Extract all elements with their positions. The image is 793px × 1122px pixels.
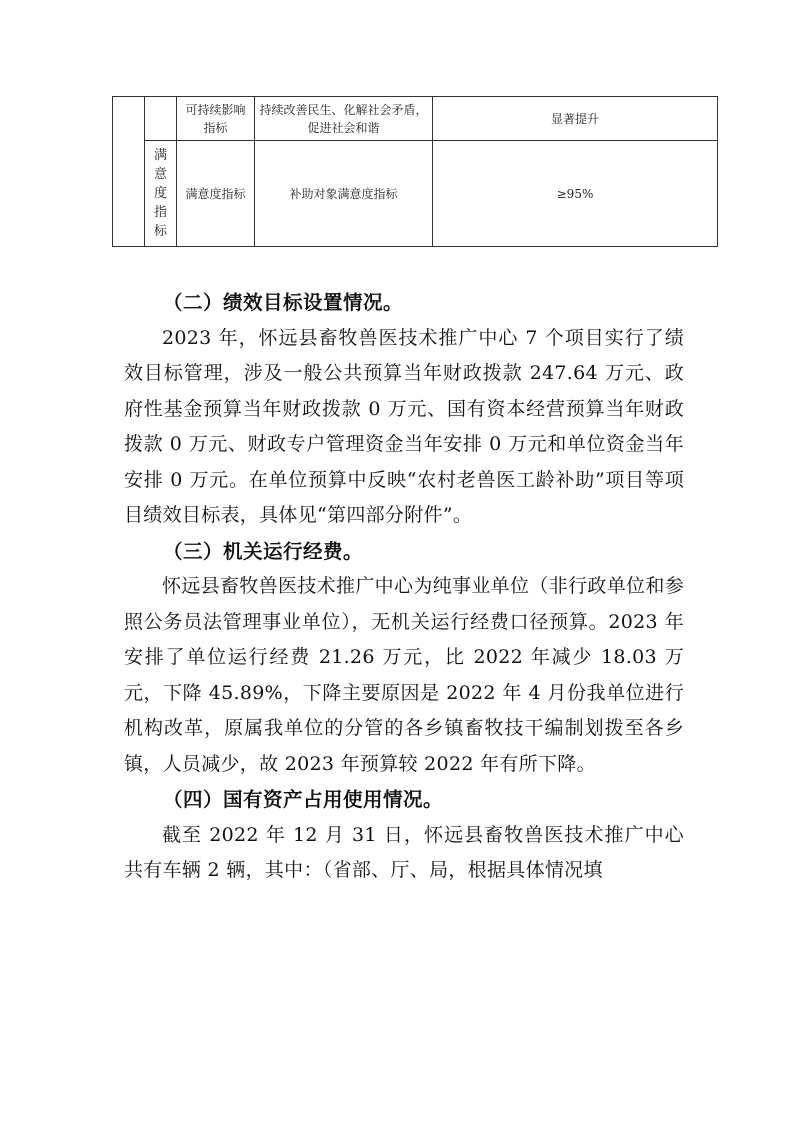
section-heading-performance-targets: （二）绩效目标设置情况。 [163,291,404,314]
table-cell-indicator-content: 持续改善民生、化解社会矛盾，促进社会和谐 [255,97,433,141]
table-row [113,97,718,141]
table-row [113,141,718,247]
table-cell-indicator-content: 补助对象满意度指标 [255,141,433,247]
paragraph-operating-expenses: 怀远县畜牧兽医技术推广中心为纯事业单位（非行政单位和参照公务员法管理事业单位），无机关运行经费口径预算。2023 年安排了单位运行经费 21.26 万元，比 2022 年减少 18.03 万元，下降 45.89%，下降主要原因是 2022 年 4 月份我单位进行机构改革，原属我单位的分管的各乡镇畜牧技干编制划拨至各乡镇，人员减少，故 2023 年预算较 2022 年有所下降。 [124,575,684,775]
vertical-label: 满意度指标 [153,148,167,239]
section-heading-operating-expenses: （三）机关运行经费。 [163,539,364,563]
paragraph-state-assets: 截至 2022 年 12 月 31 日，怀远县畜牧兽医技术推广中心共有车辆 2 辆，其中：（省部、厅、局，根据具体情况填 [124,823,684,881]
section-heading-state-assets: （四）国有资产占用使用情况。 [163,788,444,811]
table-cell-level2 [145,141,177,247]
table-cell-indicator-type: 可持续影响指标 [177,97,255,141]
document-body [124,285,684,889]
paragraph-performance-targets: 2023 年，怀远县畜牧兽医技术推广中心 7 个项目实行了绩效目标管理，涉及一般公共预算当年财政拨款 247.64 万元、政府性基金预算当年财政拨款 0 万元、国有资本经营预算当年财政拨款 0 万元、财政专户管理资金当年安排 0 万元和单位资金当年安排 0 万元。在单位预算中反映“农村老兽医工龄补助”项目等项目绩效目标表，具体见“第四部分附件”。 [124,326,684,526]
table-cell-level1 [113,97,145,247]
table-cell-indicator-value: 显著提升 [433,97,718,141]
table-cell-level2 [145,97,177,141]
table-cell-indicator-value: ≥95% [433,141,718,247]
table-cell-indicator-type: 满意度指标 [177,141,255,247]
performance-target-table [112,96,718,247]
